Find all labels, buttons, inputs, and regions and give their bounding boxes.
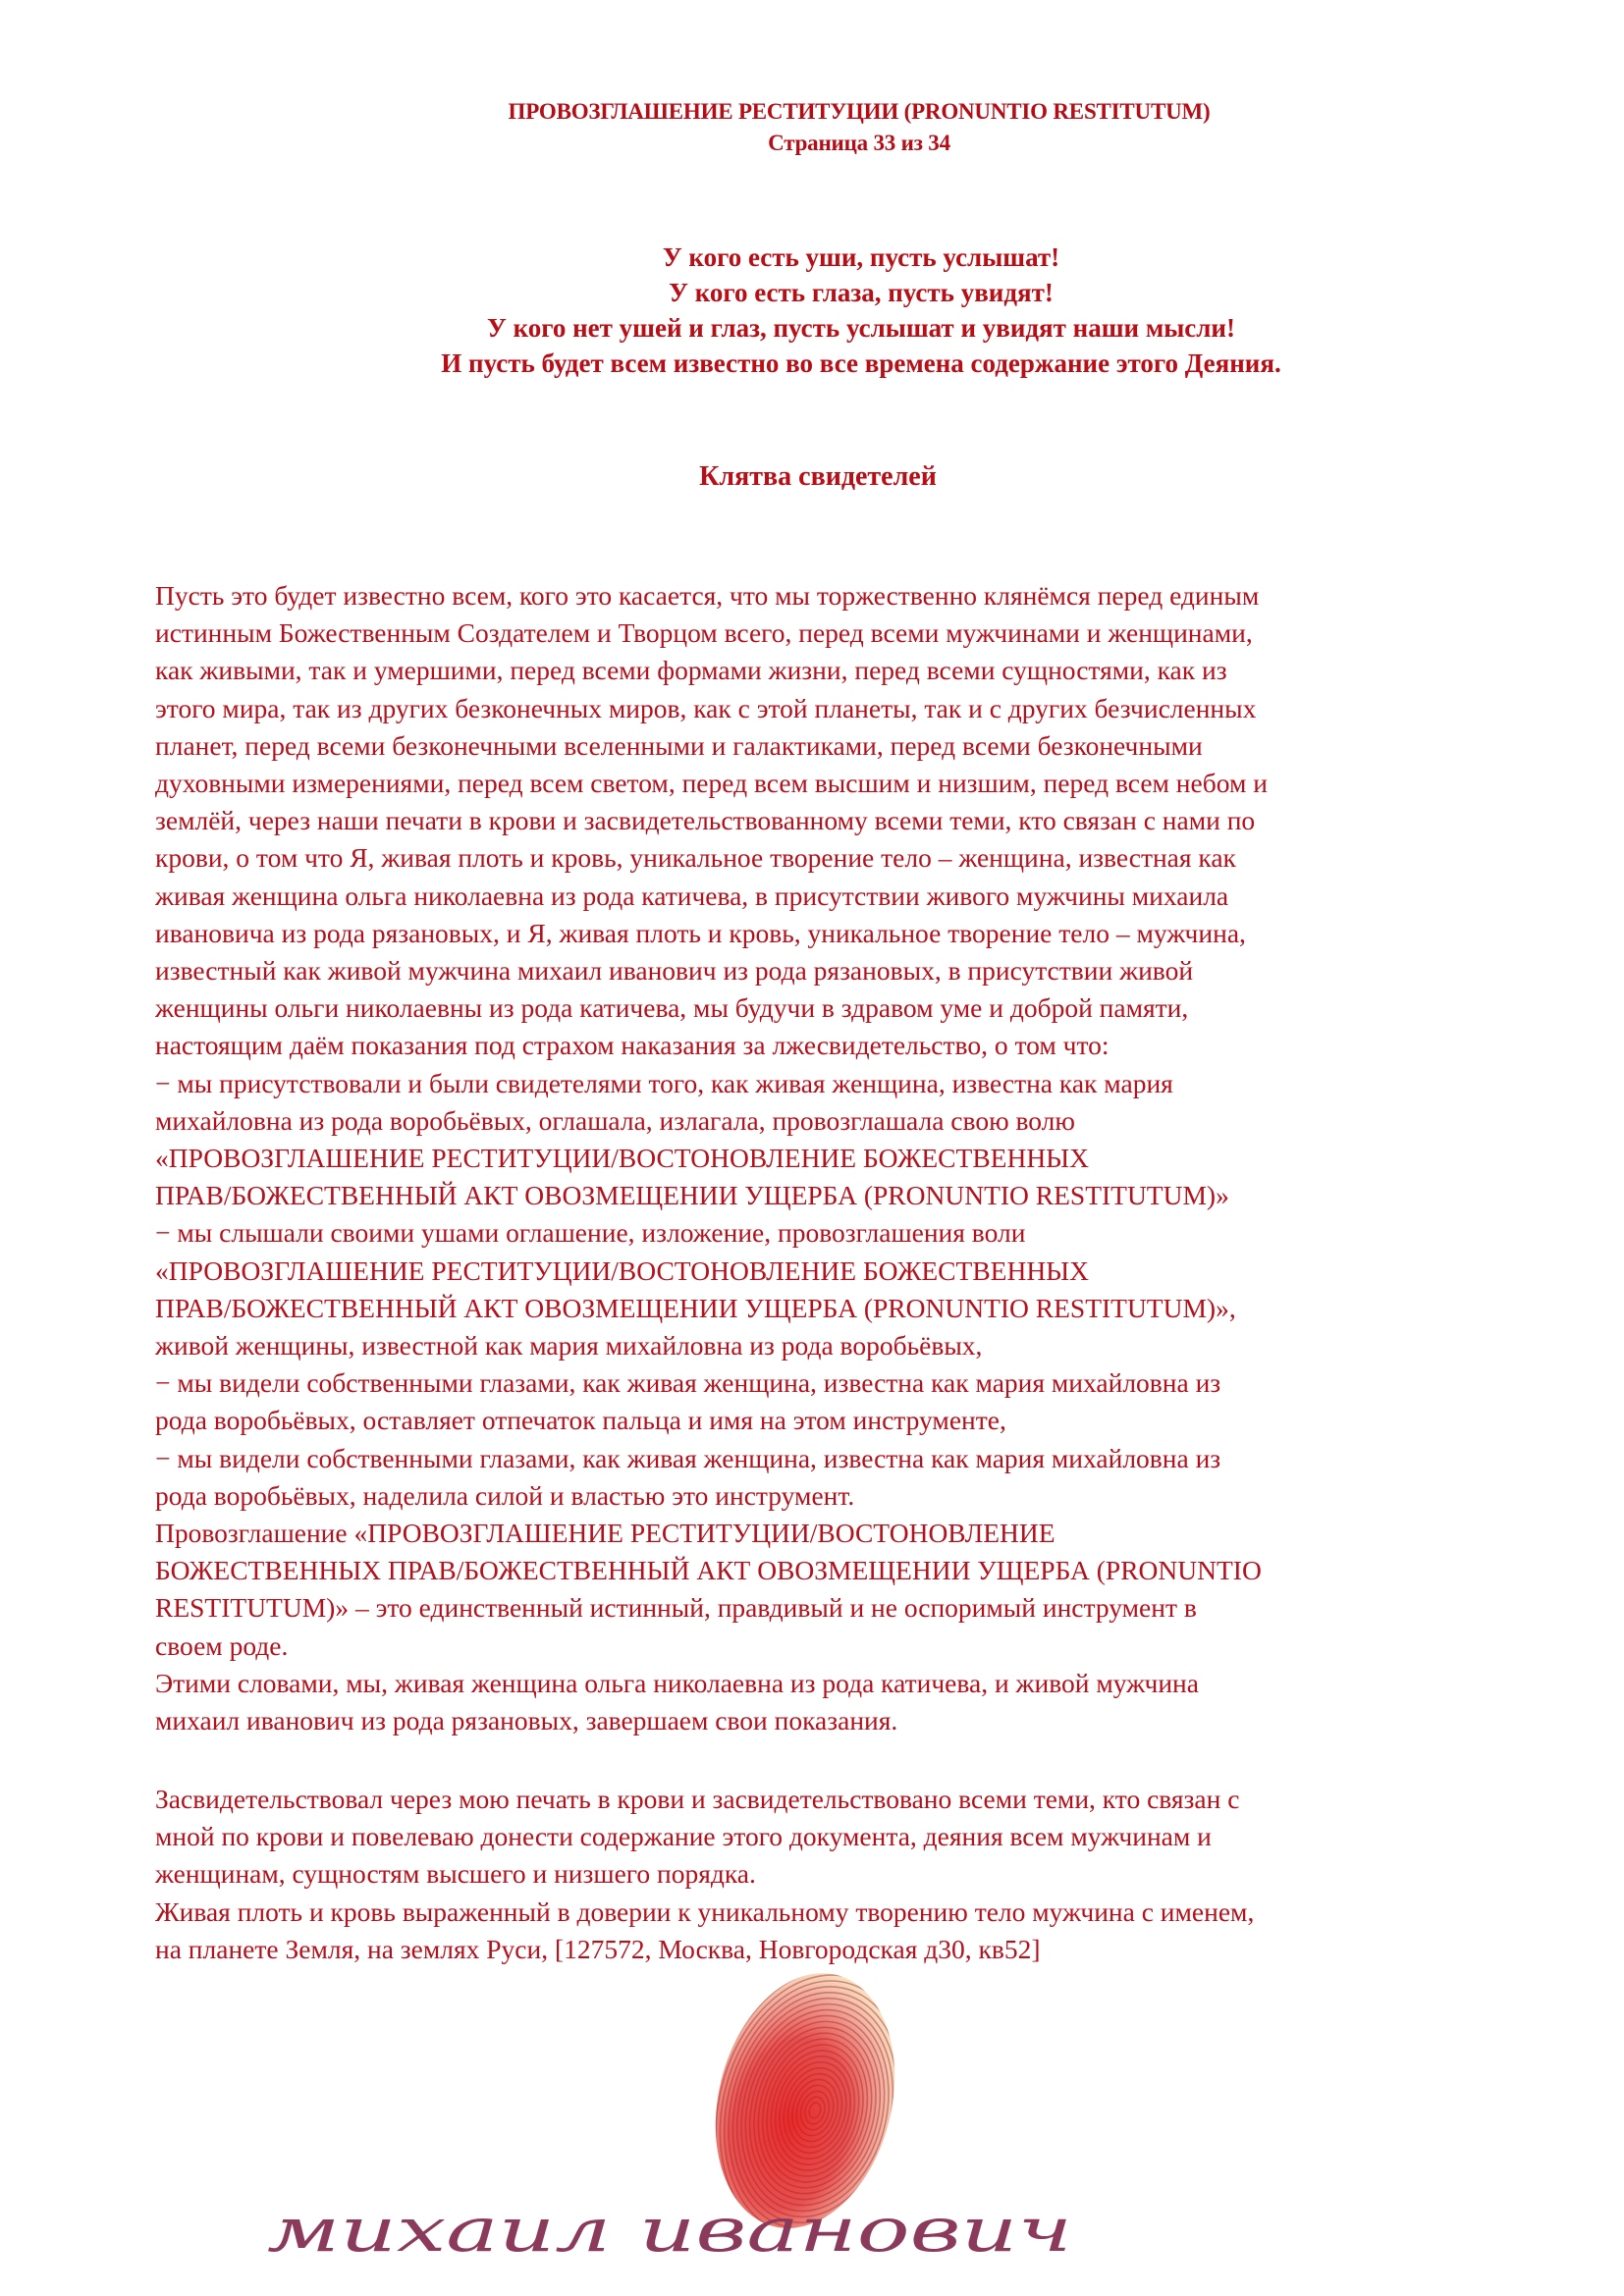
oath-line: Пусть это будет известно всем, кого это касается, что мы торжественно клянёмся перед единым xyxy=(155,580,1260,611)
oath-line: живой женщины, известной как мария михайловна из рода воробьёвых, xyxy=(155,1330,983,1362)
closing-statement xyxy=(155,1781,1530,1968)
oath-line: крови, о том что Я, живая плоть и кровь, уникальное творение тело – женщина, известная как xyxy=(155,842,1236,874)
oath-line: рода воробьёвых, наделила силой и властью это инструмент. xyxy=(155,1479,855,1511)
oath-line: михаил иванович из рода рязановых, завершаем свои показания. xyxy=(155,1705,898,1736)
oath-line: ивановича из рода рязановых, и Я, живая плоть и кровь, уникальное творение тело – мужчина, xyxy=(155,917,1246,948)
oath-line: − мы присутствовали и были свидетелями того, как живая женщина, известна как мария xyxy=(155,1067,1173,1098)
oath-line: духовными измерениями, перед всем светом, перед всем высшим и низшим, перед всем небом и xyxy=(155,768,1268,799)
oath-line: михайловна из рода воробьёвых, оглашала, излагала, провозглашала свою волю xyxy=(155,1104,1075,1136)
closing-line: мной по крови и повелеваю донести содержание этого документа, деяния всем мужчинам и xyxy=(155,1821,1212,1852)
closing-line: женщинам, сущностям высшего и низшего порядка. xyxy=(155,1858,756,1890)
oath-line: настоящим даём показания под страхом наказания за лжесвидетельство, о том что: xyxy=(155,1030,1110,1061)
motto-line: У кого есть глаза, пусть увидят! xyxy=(669,278,1054,307)
document-header xyxy=(0,96,1624,159)
oath-line: известный как живой мужчина михаил иванович из рода рязановых, в присутствии живой xyxy=(155,955,1194,987)
motto-line: У кого есть уши, пусть услышат! xyxy=(662,242,1060,272)
oath-line: Этими словами, мы, живая женщина ольга николаевна из рода катичева, и живой мужчина xyxy=(155,1667,1199,1698)
motto-block xyxy=(0,240,1624,381)
oath-line: женщины ольги николаевны из рода катичева, мы будучи в здравом уме и доброй памяти, xyxy=(155,992,1189,1024)
signature-text: михаил иванович xyxy=(267,2197,1072,2266)
oath-line: − мы видели собственными глазами, как живая женщина, известна как мария михайловна из xyxy=(155,1367,1221,1399)
motto-line: У кого нет ушей и глаз, пусть услышат и увидят наши мысли! xyxy=(487,313,1235,343)
oath-line: планет, перед всеми безконечными вселенными и галактиками, перед всеми безконечными xyxy=(155,729,1203,761)
oath-line: − мы видели собственными глазами, как живая женщина, известна как мария михайловна из xyxy=(155,1442,1221,1473)
oath-line: истинным Божественным Создателем и Творцом всего, перед всеми мужчинами и женщинами, xyxy=(155,617,1253,649)
oath-line: «ПРОВОЗГЛАШЕНИЕ РЕСТИТУЦИИ/ВОСТОНОВЛЕНИЕ БОЖЕСТВЕННЫХ xyxy=(155,1255,1090,1286)
oath-line: своем роде. xyxy=(155,1629,289,1661)
closing-line: Живая плоть и кровь выраженный в доверии к уникальному творению тело мужчина с именем, xyxy=(155,1896,1255,1927)
oath-line: как живыми, так и умершими, перед всеми формами жизни, перед всеми сущностями, как из xyxy=(155,655,1227,686)
oath-line: ПРАВ/БОЖЕСТВЕННЫЙ АКТ ОВОЗМЕЩЕНИИ УЩЕРБА (PRONUNTIO RESTITUTUM)», xyxy=(155,1292,1236,1323)
oath-line: рода воробьёвых, оставляет отпечаток пальца и имя на этом инструменте, xyxy=(155,1405,1006,1436)
oath-line: живая женщина ольга николаевна из рода катичева, в присутствии живого мужчины михаила xyxy=(155,880,1229,911)
motto-line: И пусть будет всем известно во все времена содержание этого Деяния. xyxy=(441,348,1281,378)
oath-line: «ПРОВОЗГЛАШЕНИЕ РЕСТИТУЦИИ/ВОСТОНОВЛЕНИЕ БОЖЕСТВЕННЫХ xyxy=(155,1143,1090,1174)
handwritten-signature xyxy=(257,2197,1092,2266)
oath-line: этого мира, так из других безконечных миров, как с этой планеты, так и с других безчисленных xyxy=(155,692,1257,723)
closing-line: Засвидетельствовал через мою печать в крови и засвидетельствовано всеми теми, кто связан с xyxy=(155,1784,1240,1814)
oath-body xyxy=(155,577,1530,1739)
oath-line: ПРАВ/БОЖЕСТВЕННЫЙ АКТ ОВОЗМЕЩЕНИИ УЩЕРБА (PRONUNTIO RESTITUTUM)» xyxy=(155,1180,1229,1211)
closing-line: на планете Земля, на землях Руси, [127572, Москва, Новгородская д30, кв52] xyxy=(155,1933,1041,1964)
oath-line: − мы слышали своими ушами оглашение, изложение, провозглашения воли xyxy=(155,1217,1026,1249)
document-title: ПРОВОЗГЛАШЕНИЕ РЕСТИТУЦИИ (PRONUNTIO RESTITUTUM) xyxy=(508,99,1211,124)
oath-line: БОЖЕСТВЕННЫХ ПРАВ/БОЖЕСТВЕННЫЙ АКТ ОВОЗМЕЩЕНИИ УЩЕРБА (PRONUNTIO xyxy=(155,1555,1262,1586)
oath-line: RESTITUTUM)» – это единственный истинный, правдивый и не оспоримый инструмент в xyxy=(155,1592,1197,1624)
oath-line: землёй, через наши печати в крови и засвидетельствованному всеми теми, кто связан с нами по xyxy=(155,805,1256,836)
oath-heading: Клятва свидетелей xyxy=(699,461,937,492)
page-indicator: Страница 33 из 34 xyxy=(768,131,950,155)
oath-line: Провозглашение «ПРОВОЗГЛАШЕНИЕ РЕСТИТУЦИИ/ВОСТОНОВЛЕНИЕ xyxy=(155,1518,1056,1549)
